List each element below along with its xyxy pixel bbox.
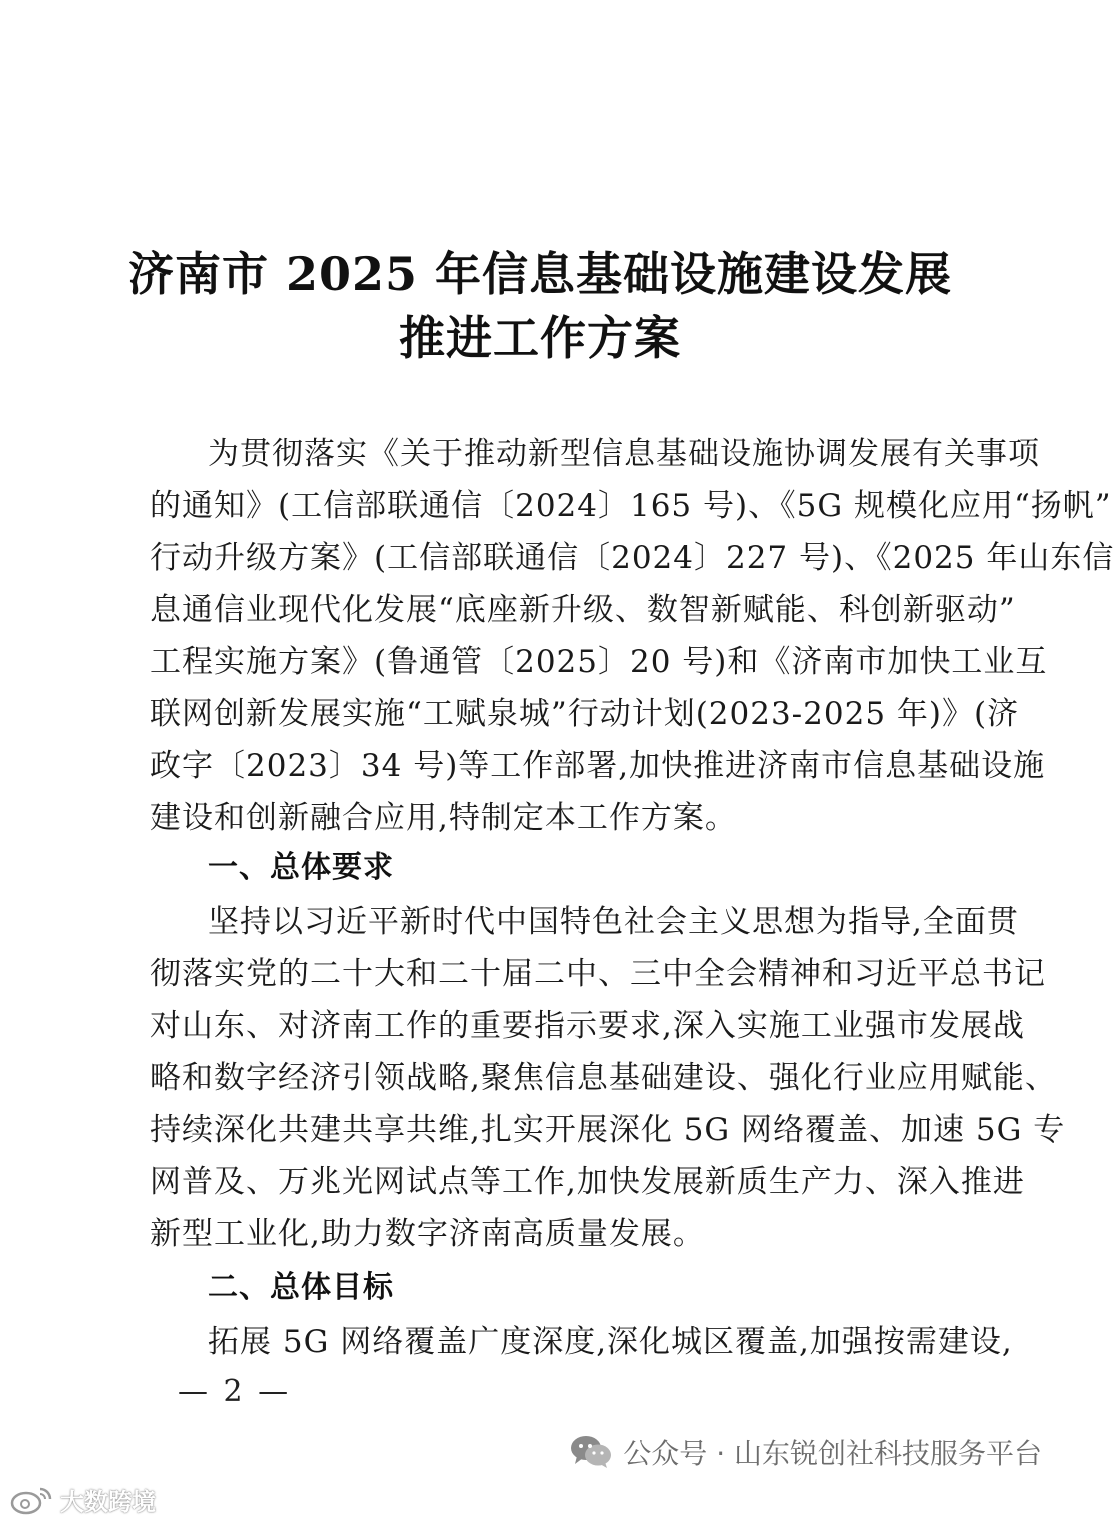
wechat-watermark [569,1432,1042,1472]
section1-line: 彻落实党的二十大和二十届二中、三中全会精神和习近平总书记 [150,956,1046,992]
document-title-line-2: 推进工作方案 [399,311,681,365]
section1-line: 持续深化共建共享共维,扎实开展深化 5G 网络覆盖、加速 5G 专 [150,1112,1066,1148]
section1-line: 略和数字经济引领战略,聚焦信息基础建设、强化行业应用赋能、 [150,1060,1057,1096]
document-title-line-1: 济南市 2025 年信息基础设施建设发展 [127,247,953,301]
intro-line: 的通知》(工信部联通信〔2024〕165 号)、《5G 规模化应用“扬帆” [150,488,1112,524]
section-heading-overall-requirements: 一、总体要求 [208,850,394,885]
section1-line: 坚持以习近平新时代中国特色社会主义思想为指导,全面贯 [208,904,1019,940]
section2-line: 拓展 5G 网络覆盖广度深度,深化城区覆盖,加强按需建设, [208,1324,1013,1360]
intro-line: 为贯彻落实《关于推动新型信息基础设施协调发展有关事项 [208,436,1040,472]
section1-line: 网普及、万兆光网试点等工作,加快发展新质生产力、深入推进 [150,1164,1025,1200]
weibo-watermark [8,1482,156,1517]
section1-line: 新型工业化,助力数字济南高质量发展。 [150,1216,705,1252]
section1-line: 对山东、对济南工作的重要指示要求,深入实施工业强市发展战 [150,1008,1025,1044]
weibo-watermark-text: 大数跨境 [60,1488,156,1516]
intro-line: 建设和创新融合应用,特制定本工作方案。 [150,800,737,836]
section-heading-overall-goals: 二、总体目标 [208,1270,394,1305]
wechat-watermark-text: 公众号 · 山东锐创社科技服务平台 [623,1437,1042,1470]
intro-line: 工程实施方案》(鲁通管〔2025〕20 号)和《济南市加快工业互 [150,644,1048,680]
intro-line: 政字〔2023〕34 号)等工作部署,加快推进济南市信息基础设施 [150,748,1046,784]
weibo-icon [8,1483,56,1517]
intro-line: 行动升级方案》(工信部联通信〔2024〕227 号)、《2025 年山东信 [150,540,1114,576]
intro-line: 联网创新发展实施“工赋泉城”行动计划(2023-2025 年)》(济 [150,696,1020,732]
wechat-icon [569,1434,613,1470]
page-number: — 2 — [178,1374,292,1409]
intro-line: 息通信业现代化发展“底座新升级、数智新赋能、科创新驱动” [150,592,1016,628]
